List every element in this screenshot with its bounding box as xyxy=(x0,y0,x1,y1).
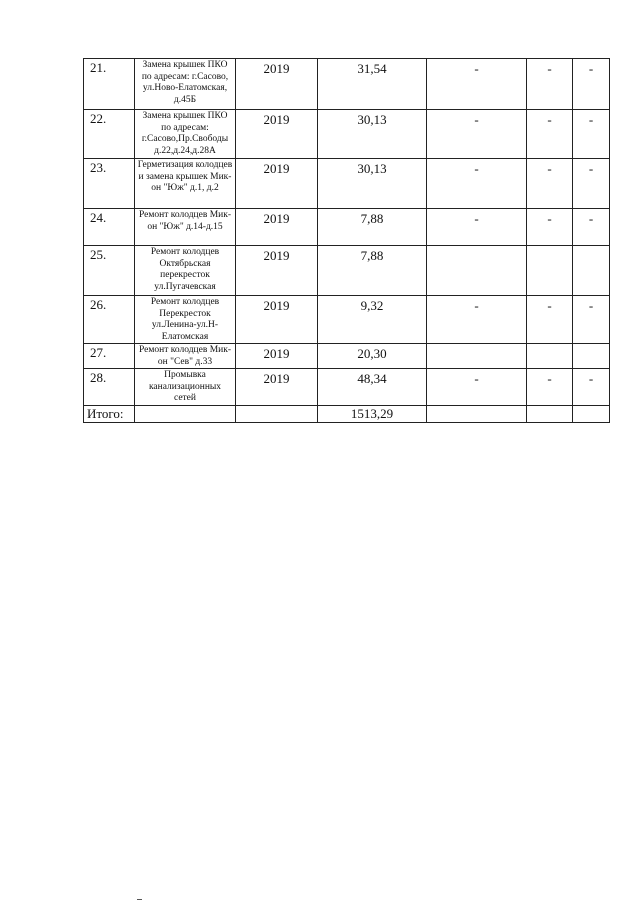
col-b-value: - xyxy=(527,209,573,246)
table-row xyxy=(84,246,610,296)
work-name: Замена крышек ПКО по адресам: г.Сасово, ул.Ново-Елатомская, д.45Б xyxy=(141,60,229,105)
work-year: 2019 xyxy=(236,209,318,246)
work-year: 2019 xyxy=(236,296,318,344)
col-b-value: - xyxy=(527,159,573,209)
work-name: Замена крышек ПКО по адресам: г.Сасово,Пр.Свободы д.22,д.24,д.28А xyxy=(141,111,229,156)
col-b-value xyxy=(527,344,573,369)
work-sum: 9,32 xyxy=(318,296,427,344)
col-a-value xyxy=(427,344,527,369)
table-row xyxy=(84,209,610,246)
col-c-value: - xyxy=(573,159,610,209)
row-number: 22. xyxy=(84,110,135,159)
works-table-container xyxy=(83,58,610,423)
col-b-value: - xyxy=(527,296,573,344)
table-row xyxy=(84,344,610,369)
row-number: 21. xyxy=(84,59,135,110)
table-row xyxy=(84,159,610,209)
col-b-value: - xyxy=(527,59,573,110)
row-number: 24. xyxy=(84,209,135,246)
col-c-value: - xyxy=(573,296,610,344)
scan-mark xyxy=(137,899,142,900)
work-sum: 31,54 xyxy=(318,59,427,110)
work-year: 2019 xyxy=(236,344,318,369)
total-row xyxy=(84,406,610,423)
work-sum: 30,13 xyxy=(318,159,427,209)
works-table xyxy=(83,58,610,423)
work-year: 2019 xyxy=(236,246,318,296)
row-number: 23. xyxy=(84,159,135,209)
col-c-value: - xyxy=(573,369,610,406)
work-name: Промывка канализационных сетей xyxy=(148,370,222,403)
col-c-value xyxy=(573,246,610,296)
work-name: Ремонт колодцев Перекресток ул.Ленина-ул.Н-Елатомская xyxy=(150,297,220,342)
col-c-value xyxy=(573,344,610,369)
table-row xyxy=(84,59,610,110)
col-a-value: - xyxy=(427,110,527,159)
col-b-value xyxy=(527,246,573,296)
work-year: 2019 xyxy=(236,110,318,159)
work-sum: 48,34 xyxy=(318,369,427,406)
col-b-value: - xyxy=(527,369,573,406)
total-label: Итого: xyxy=(84,406,135,423)
row-number: 26. xyxy=(84,296,135,344)
work-year: 2019 xyxy=(236,369,318,406)
work-sum: 20,30 xyxy=(318,344,427,369)
row-number: 28. xyxy=(84,369,135,406)
total-sum: 1513,29 xyxy=(318,406,427,423)
col-a-value: - xyxy=(427,369,527,406)
work-sum: 7,88 xyxy=(318,209,427,246)
work-name: Ремонт колодцев Мик-он "Сев" д.33 xyxy=(138,345,232,367)
work-name: Герметизация колодцев и замена крышек Мик-он "Юж" д.1, д.2 xyxy=(137,160,233,193)
work-name: Ремонт колодцев Октябрьская перекресток ул.Пугачевская xyxy=(150,247,220,292)
total-empty-year xyxy=(236,406,318,423)
table-row xyxy=(84,369,610,406)
col-a-value xyxy=(427,246,527,296)
row-number: 25. xyxy=(84,246,135,296)
work-year: 2019 xyxy=(236,159,318,209)
total-empty-c xyxy=(573,406,610,423)
row-number: 27. xyxy=(84,344,135,369)
col-a-value: - xyxy=(427,59,527,110)
work-name: Ремонт колодцев Мик-он "Юж" д.14-д.15 xyxy=(138,210,232,232)
col-a-value: - xyxy=(427,159,527,209)
col-c-value: - xyxy=(573,209,610,246)
col-a-value: - xyxy=(427,209,527,246)
col-b-value: - xyxy=(527,110,573,159)
total-empty-a xyxy=(427,406,527,423)
table-row xyxy=(84,296,610,344)
work-sum: 7,88 xyxy=(318,246,427,296)
total-empty-b xyxy=(527,406,573,423)
col-a-value: - xyxy=(427,296,527,344)
work-sum: 30,13 xyxy=(318,110,427,159)
col-c-value: - xyxy=(573,110,610,159)
table-row xyxy=(84,110,610,159)
col-c-value: - xyxy=(573,59,610,110)
total-empty-name xyxy=(135,406,236,423)
work-year: 2019 xyxy=(236,59,318,110)
